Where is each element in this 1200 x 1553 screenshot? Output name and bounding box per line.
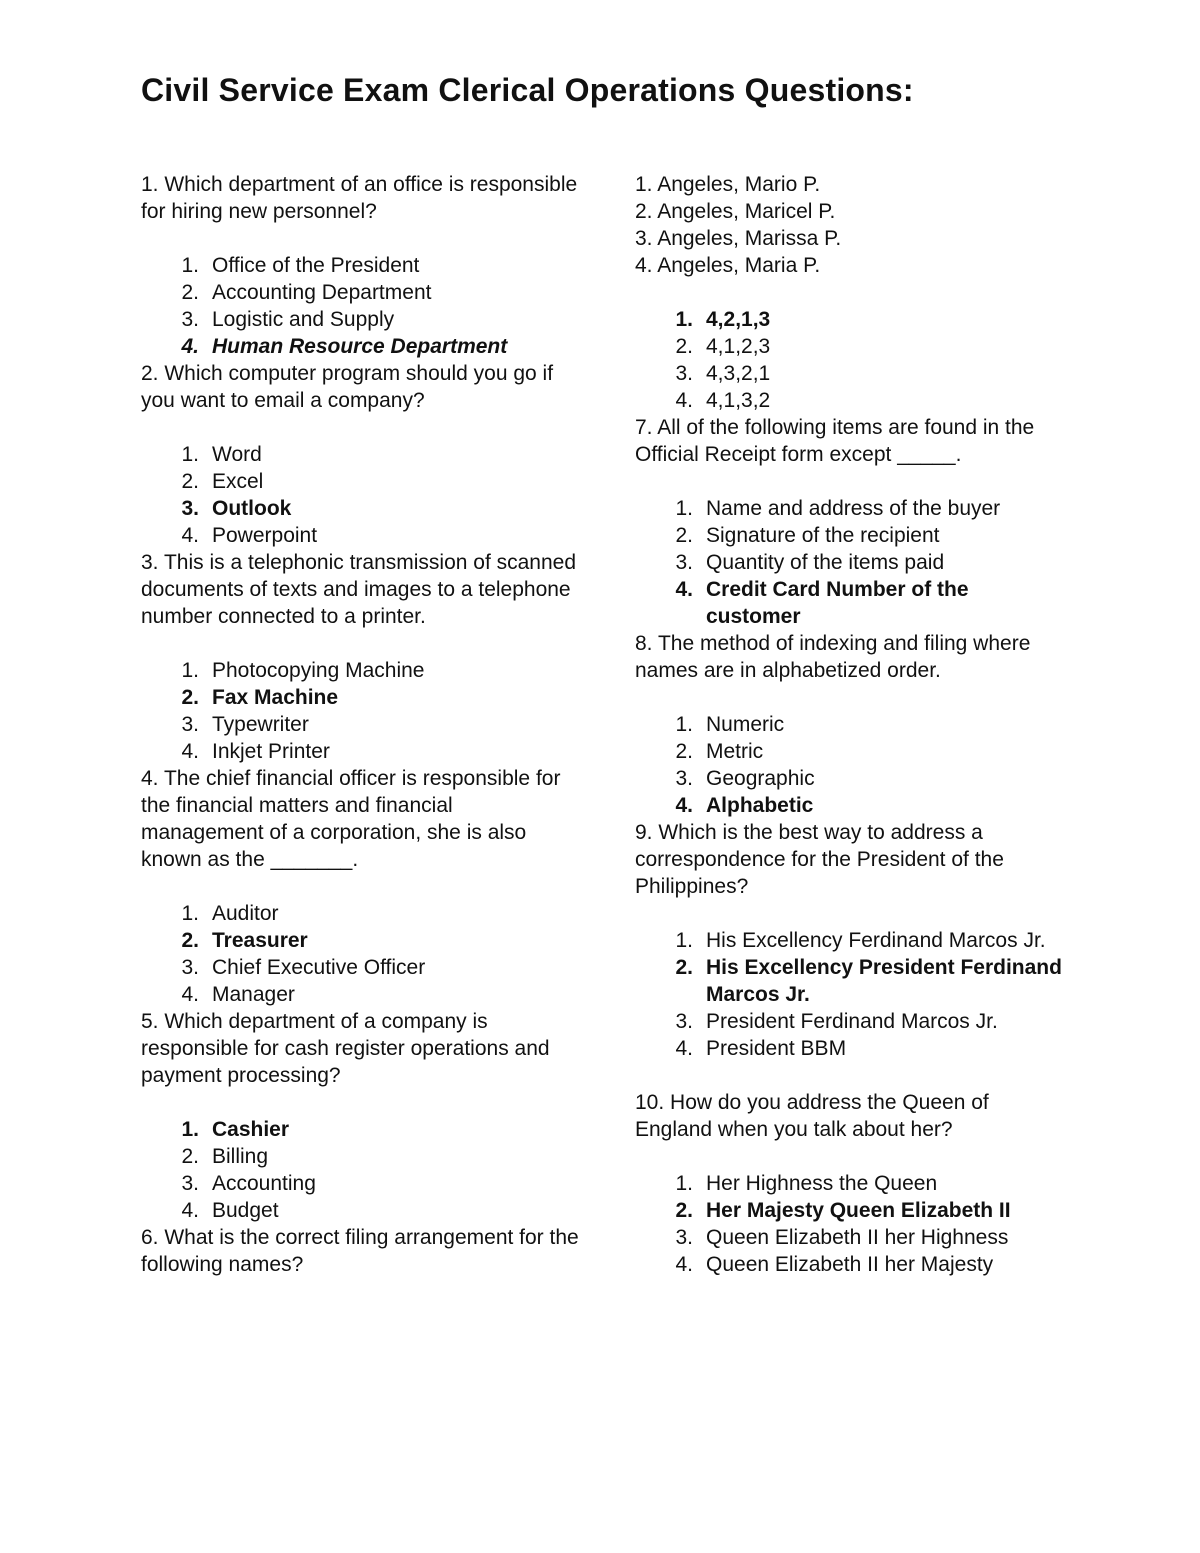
option-item: 1. Numeric	[675, 713, 785, 736]
question-text: 2. Which computer program should you go if you want to email a company?	[141, 362, 554, 412]
option-label: His Excellency President Ferdinand Marcos Jr.	[706, 956, 1062, 1006]
option-label: Queen Elizabeth II her Majesty	[706, 1253, 994, 1276]
question-2	[141, 360, 581, 549]
option-list	[635, 495, 1065, 630]
option-item: 3. Chief Executive Officer	[181, 956, 426, 979]
option-list	[141, 900, 581, 1008]
option-item: 3. Logistic and Supply	[181, 308, 395, 331]
question-text: 6. What is the correct filing arrangement for the following names?	[141, 1226, 579, 1276]
option-label: 4,1,3,2	[706, 389, 771, 412]
option-list	[635, 927, 1065, 1062]
option-list	[141, 657, 581, 765]
option-label: Photocopying Machine	[212, 659, 425, 682]
option-item-correct: 2. Fax Machine	[181, 686, 339, 709]
option-label: Outlook	[212, 497, 292, 520]
option-label: Fax Machine	[212, 686, 339, 709]
option-item: 3. Accounting	[181, 1172, 316, 1195]
option-label: Her Highness the Queen	[706, 1172, 938, 1195]
option-item: 1. Word	[181, 443, 262, 466]
option-item: 1. Auditor	[181, 902, 279, 925]
name-entry: 3. Angeles, Marissa P.	[635, 227, 842, 250]
option-item-correct: 4. Credit Card Number of the customer	[675, 578, 969, 628]
option-item: 1. Her Highness the Queen	[675, 1172, 938, 1195]
question-4	[141, 765, 581, 1008]
question-9	[635, 819, 1065, 1062]
question-6-names	[635, 171, 1065, 414]
option-item: 4. Queen Elizabeth II her Majesty	[675, 1253, 994, 1276]
page-title: Civil Service Exam Clerical Operations Questions:	[141, 72, 914, 108]
name-entry: 1. Angeles, Mario P.	[635, 173, 821, 196]
option-label: Excel	[212, 470, 264, 493]
option-item: 4. Budget	[181, 1199, 279, 1222]
option-item: 4. Inkjet Printer	[181, 740, 330, 763]
option-list	[635, 711, 1065, 819]
option-item: 4. President BBM	[675, 1037, 847, 1060]
option-label: Office of the President	[212, 254, 420, 277]
name-entry: 2. Angeles, Maricel P.	[635, 200, 836, 223]
option-label: Accounting Department	[212, 281, 432, 304]
option-label: Auditor	[212, 902, 279, 925]
option-label: Signature of the recipient	[706, 524, 940, 547]
option-item-correct: 1. Cashier	[181, 1118, 290, 1141]
name-entry: 4. Angeles, Maria P.	[635, 254, 821, 277]
option-item: 1. Photocopying Machine	[181, 659, 425, 682]
option-item: 1. His Excellency Ferdinand Marcos Jr.	[675, 929, 1046, 952]
option-label: 4,3,2,1	[706, 362, 771, 385]
option-item: 3. President Ferdinand Marcos Jr.	[675, 1010, 998, 1033]
option-label: Accounting	[212, 1172, 316, 1195]
option-item: 2. Excel	[181, 470, 264, 493]
option-label: 4,1,2,3	[706, 335, 771, 358]
option-item-correct: 1. 4,2,1,3	[675, 308, 771, 331]
option-item: 1. Office of the President	[181, 254, 420, 277]
option-label: Credit Card Number of the customer	[706, 578, 969, 628]
option-item-correct: 4. Alphabetic	[675, 794, 814, 817]
question-text: 10. How do you address the Queen of England when you talk about her?	[635, 1091, 989, 1141]
question-3	[141, 549, 581, 765]
option-item: 4. Manager	[181, 983, 295, 1006]
option-list	[141, 252, 581, 360]
option-label: Cashier	[212, 1118, 290, 1141]
question-text: 1. Which department of an office is responsible for hiring new personnel?	[141, 173, 578, 223]
option-item: 4. Powerpoint	[181, 524, 318, 547]
option-label: Typewriter	[212, 713, 309, 736]
question-text: 9. Which is the best way to address a correspondence for the President of the Philippines?	[635, 821, 1004, 898]
option-item: 4. 4,1,3,2	[675, 389, 771, 412]
left-column	[141, 171, 581, 1278]
option-item: 3. Quantity of the items paid	[675, 551, 945, 574]
option-label: Manager	[212, 983, 295, 1006]
option-item-correct: 2. Treasurer	[181, 929, 308, 952]
option-label: Human Resource Department	[212, 335, 508, 358]
question-7	[635, 414, 1065, 630]
option-label: Name and address of the buyer	[706, 497, 1001, 520]
option-label: Inkjet Printer	[212, 740, 330, 763]
option-label: Numeric	[706, 713, 785, 736]
option-item: 3. Typewriter	[181, 713, 309, 736]
option-label: Powerpoint	[212, 524, 318, 547]
option-label: Billing	[212, 1145, 269, 1168]
option-item: 3. 4,3,2,1	[675, 362, 771, 385]
option-label: Geographic	[706, 767, 815, 790]
question-text: 4. The chief financial officer is responsible for the financial matters and financial management of a corporation, she is also known as the _______.	[141, 767, 561, 871]
question-text: 5. Which department of a company is responsible for cash register operations and payment processing?	[141, 1010, 550, 1087]
option-item-correct: 2. His Excellency President Ferdinand Marcos Jr.	[675, 956, 1062, 1006]
option-item-correct: 4. Human Resource Department	[181, 335, 508, 358]
option-list	[635, 306, 1065, 414]
option-item: 3. Geographic	[675, 767, 815, 790]
option-label: President BBM	[706, 1037, 847, 1060]
option-item: 2. 4,1,2,3	[675, 335, 771, 358]
option-label: Chief Executive Officer	[212, 956, 426, 979]
option-label: 4,2,1,3	[706, 308, 771, 331]
option-label: Queen Elizabeth II her Highness	[706, 1226, 1009, 1249]
option-item: 3. Queen Elizabeth II her Highness	[675, 1226, 1009, 1249]
right-column	[635, 171, 1065, 1278]
option-label: Alphabetic	[706, 794, 814, 817]
question-8	[635, 630, 1065, 819]
option-item: 1. Name and address of the buyer	[675, 497, 1001, 520]
option-label: Metric	[706, 740, 764, 763]
option-item: 2. Signature of the recipient	[675, 524, 940, 547]
option-label: His Excellency Ferdinand Marcos Jr.	[706, 929, 1046, 952]
question-10	[635, 1089, 1065, 1278]
option-item: 2. Billing	[181, 1145, 269, 1168]
option-list	[141, 1116, 581, 1224]
option-label: President Ferdinand Marcos Jr.	[706, 1010, 998, 1033]
option-label: Quantity of the items paid	[706, 551, 945, 574]
question-text: 7. All of the following items are found in the Official Receipt form except _____.	[635, 416, 1035, 466]
option-label: Word	[212, 443, 262, 466]
option-label: Her Majesty Queen Elizabeth II	[706, 1199, 1011, 1222]
option-item: 2. Accounting Department	[181, 281, 432, 304]
question-6	[141, 1224, 581, 1278]
question-1	[141, 171, 581, 360]
option-label: Logistic and Supply	[212, 308, 395, 331]
option-list	[141, 441, 581, 549]
option-item: 2. Metric	[675, 740, 764, 763]
question-text: 8. The method of indexing and filing where names are in alphabetized order.	[635, 632, 1031, 682]
option-label: Budget	[212, 1199, 279, 1222]
question-text: 3. This is a telephonic transmission of scanned documents of texts and images to a telephone number connected to a printer.	[141, 551, 577, 628]
option-label: Treasurer	[212, 929, 308, 952]
question-5	[141, 1008, 581, 1224]
option-list	[635, 1170, 1065, 1278]
option-item-correct: 3. Outlook	[181, 497, 292, 520]
option-item-correct: 2. Her Majesty Queen Elizabeth II	[675, 1199, 1011, 1222]
